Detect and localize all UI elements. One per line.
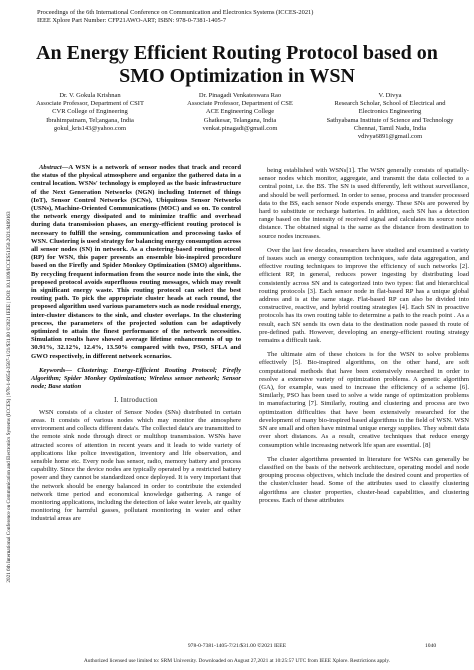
author-role: Research Scholar, School of Electrical and Electronics Engineering: [334, 100, 446, 116]
conference-header: [37, 9, 313, 25]
author-name: Dr. V. Gokula Krishnan: [59, 92, 121, 99]
abstract: [31, 164, 241, 361]
body-paragraph: being established with WSNs[1]. The WSN generally consists of spatially-sensor nodes which monitor, aggregate, and transmit the data collected to a central point, i.e. the BS. The SN is used differently, left without surveillance, and should be well performed. In order to sense, process and transfer processed data to the BS, each sensor Node expends energy. These SNs are powered by hard to substitute or recharge batteries. In addition, each SN has a detection range based on the intensity of received signal and calculates its source node distance. The obtained signal is the same as the distance from destination to source nodes increases.: [259, 167, 469, 240]
author-2: [170, 92, 310, 141]
author-3: [320, 92, 460, 141]
keywords-text: Clustering; Energy-Efficient Routing Protocol; Firefly Algorithm; Spider Monkey Optimization; Wireless sensor network; Sensor node; Base station: [31, 366, 241, 391]
body-paragraph: The ultimate aim of these choices is for the WSN to solve problems effectively [5]. Bio-inspired algorithms, on the other hand, are soft computational methods that have been extensively researched in order to resolve a extensive variety of optimization problems. A genetic algorithm (GA), for example, was used to increase the efficiency of a scheme [6]. Similarly, PSO has been used to solve a wide range of optimization problems in manufacturing [7]. Similarly, routing and clustering and process are two optimization difficulties that have been extensively researched for the development of many bio-inspired based algorithms in the field of WSN. WSN SN are small and often have minimal unique energy supplies. They submit data over short distances. As a result, creative techniques that reduce energy consumption while increasing network life span are essential. [8]: [259, 351, 469, 449]
body-paragraph: Over the last few decades, researchers have studied and examined a variety of issues such as energy consumption techniques, safe data aggregation, and effective routing techniques to improve the efficiency of such networks [2]. efficient RP, in general, reduces power ingesting by distributing load consistently across SN and is categorized into two types: flat and hierarchical routing protocols [3]. Each sensor node in flat-based RP has a unique global address and is at the same stage. Flat-based RP can also be divided into constructive, reactive, and hybrid routing strategies [4]. Each SN in proactive protocols has its own routing table to determine a path to the reach point . As a result, each SN sends its own data to the destination node passed th route of pre-defined path. However, developing an energy-efficient routing strategy remains a difficult task.: [259, 246, 469, 345]
section-heading-introduction: I. Introduction: [114, 397, 158, 405]
author-email: vdivya6891@gmail.com: [357, 133, 423, 141]
paper-title-line2: SMO Optimization in WSN: [119, 65, 355, 87]
abstract-lead: Abstract: [39, 164, 62, 171]
author-org: Sathyabama Institute of Science and Technology: [326, 116, 454, 124]
author-org: ACE Engineering College: [205, 108, 275, 116]
author-role: Associate Professor, Department of CSE: [187, 100, 293, 108]
abstract-text: —A WSN is a network of sensor nodes that track and record the status of the physical atmosphere and organize the gathered data in a central location. WSNs' technology is employed as the basic infrastructure of the Next Generation Networks (NGN) including Internet of things (IoT), Sensor Control Networks (SCNs), Ubiquitous Sensor Networks (USNs), Machine-Oriented Communications (MOC) and so on. To control the network energy dissipated and to minimize traffic and overhead during data transmission phases, an energy-efficient routing protocol is necessary to fulfill the sensing, communication and processing tasks of WSN. Clustering is used strategy for balancing energy consumption across all sensor nodes (SN) in network. As a clustering-based routing protocol (RP) for WSN, this paper presents an ensemble bio-inspired procedure based on the Firefly and Spider Monkey Optimization (SMO) algorithms. By recycling frequent information from the source node into the sink, the proposed protocol avoids superfluous routing messages, which may result in significant energy waste. This routing protocol can select the best routing path. To pick the appropriate cluster heads at each round, the proposed algorithm used various parameters such as node residual energy, inter-cluster distances to the sink, and cluster overlaps. In the clustering process, the parameters of the projected solution can be adaptively optimized to attain the finest performance of the network necessities. Simulation results have showed average lifetime enhancements of up to 30.91%, 32.12%, 12.4%, 13.50% compared with two, PSO, SFLA and GWO respectively, in different network scenarios.: [31, 164, 241, 360]
doi-side-strip: [3, 165, 15, 635]
page-number: 1040: [425, 643, 437, 649]
author-role: Associate Professor, Department of CSIT: [36, 100, 144, 108]
conference-header-line2: IEEE Xplore Part Number: CFP21AWO-ART; ISBN: 978-0-7381-1405-7: [37, 17, 227, 24]
license-notice: Authorized licensed use limited to: SRM University. Downloaded on August 27,2021 at 10:25:57 UTC from IEEE Xplore. Restrictions apply.: [83, 658, 391, 664]
author-org: CVR College of Engineering: [52, 108, 128, 116]
keywords-lead: Keywords—: [39, 366, 72, 374]
author-email: venkat.pinagadi@gmail.com: [202, 124, 278, 132]
author-1: [20, 92, 160, 141]
author-place: Ibrahimpatnam, Tel;angana, India: [46, 116, 134, 124]
paper-title: [0, 42, 474, 88]
author-email: gokul_kris143@yahoo.com: [53, 124, 127, 132]
author-name: V. Divya: [378, 92, 402, 99]
keywords: [31, 367, 241, 392]
footer-isbn: 978-0-7381-1405-7/21/$31.00 ©2021 IEEE: [187, 643, 287, 649]
paper-title-line1: An Energy Efficient Routing Protocol based on: [36, 42, 438, 64]
author-name: Dr. Pinagadi Venkateswara Rao: [198, 92, 282, 99]
left-column: [31, 164, 241, 530]
author-place: Ghatkesar, Telangana, India: [203, 116, 277, 124]
author-block: [20, 92, 460, 141]
conference-header-line1: Proceedings of the 6th International Conference on Communication and Electronics Systems (ICCES-2021): [37, 9, 314, 16]
right-column: [259, 167, 469, 511]
body-paragraph: The cluster algorithms presented in literature for WSNs can generally be classified on the basis of the network architecture, operating model and node grouping process objectives, which include the desired count and properties of the cluster/cluster head. Some of the attributes used to classify clustering algorithms are cluster properties, cluster-head capabilities, and clustering process. Each of these attributes: [259, 455, 469, 504]
doi-side-text: 2021 6th International Conference on Communication and Electronics Systems (ICCES) | 978-1-6654-3587-1/21/$31.00 ©2021 IEEE | DOI: 10.1109/ICCES51350.2021.9489163: [6, 211, 12, 583]
body-paragraph: WSN consists of a cluster of Sensor Nodes (SNs) distributed in certain areas. It consists of various nodes which may monitor the atmosphere environment and collects different data's. The collected data's are transmitted to the remote sink node through direct or multihop transmission. WSNs have attracted scores of attention in recent years and it leads to wide variety of applications like police investigation, inventory and life observation, and sensible home etc. Every node has sensor, radio, memory battery and process capability. Since the device nodes are typically operated by a restricted battery power and they cannot be standardized once deployed. It is very important that the network should be energy balanced in order to contribute the extended network time period and economical knowledge gathering. A range of monitoring applications, including the detection of lake water levels, air quality monitoring for harmful gasses, pollutant monitoring in water and other industrial areas are: [31, 408, 241, 523]
author-place: Chennai, Tamil Nadu, India: [353, 124, 427, 132]
